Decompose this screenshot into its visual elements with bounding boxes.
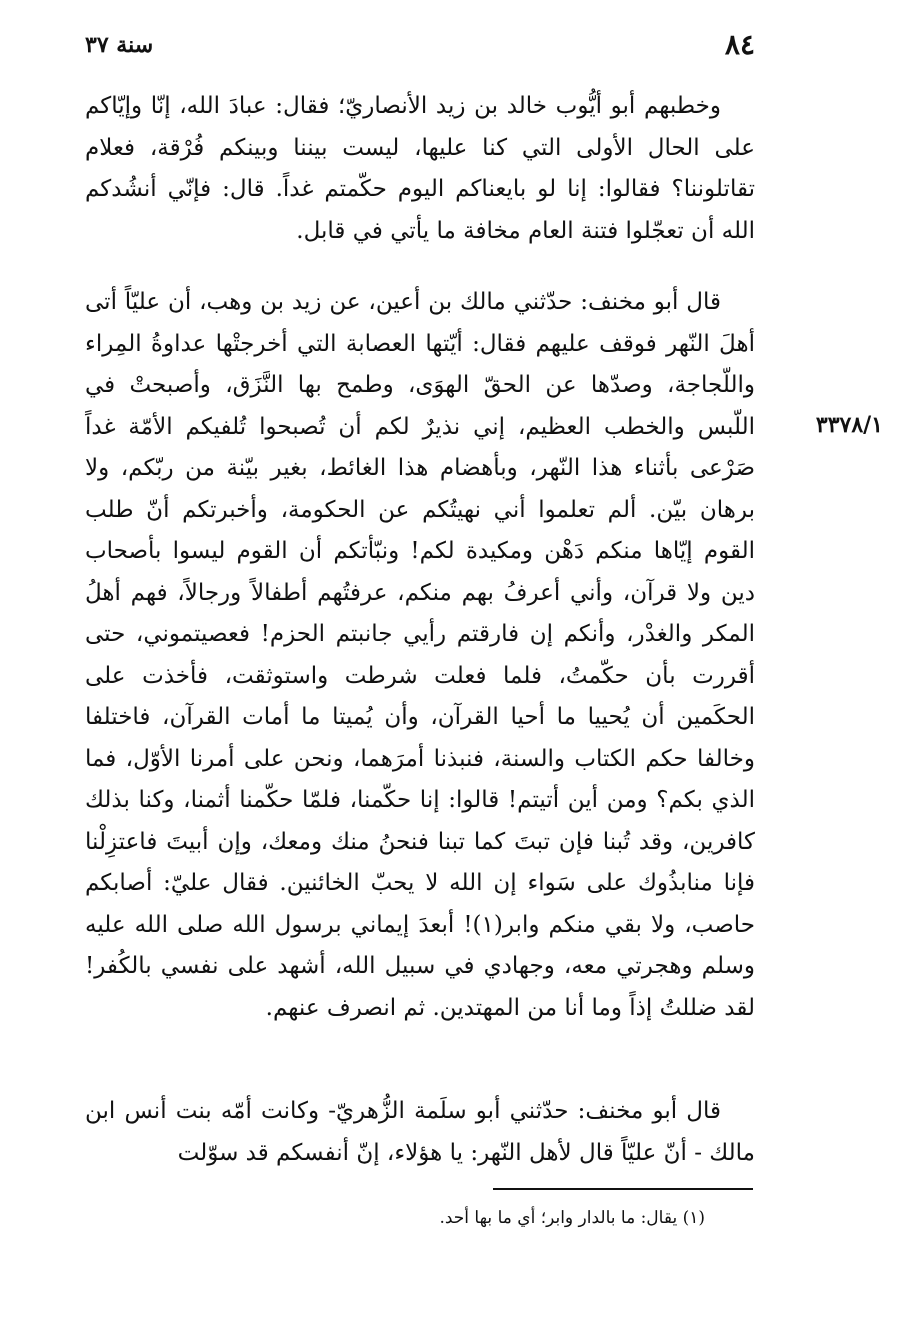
paragraph-1-text: وخطبهم أبو أيُّوب خالد بن زيد الأنصاريّ؛ فقال: عبادَ الله، إنّا وإيّاكم على الحال الأولى التي كنا عليها، ليست بيننا وبينكم فُرْقة، فعلام تقاتلوننا؟ فقالوا: إنا لو بايعناكم اليوم حكّمتم غداً. قال: فإنّي أنشُدكم الله أن تعجّلوا فتنة العام مخافة ما يأتي في قابل.	[85, 93, 755, 244]
footnote-divider	[493, 1188, 753, 1190]
margin-reference: ٣٣٧٨/١	[815, 412, 883, 438]
paragraph-2	[85, 282, 755, 1029]
paragraph-1	[85, 86, 755, 252]
paragraph-2-text: قال أبو مخنف: حدّثني مالك بن أعين، عن زيد بن وهب، أن عليّاً أتى أهلَ النّهر فوقف عليهم فقال: أيّتها العصابة التي أخرجتْها عداوةُ المِراء واللّجاجة، وصدّها عن الحقّ الهوَى، وطمح بها النَّزَق، وأصبحتْ في اللّبس والخطب العظيم، إني نذيرٌ لكم أن تُصبحوا تُلفيكم الأمّة غداً صَرْعى بأثناء هذا النّهر، وبأهضام هذا الغائط، بغير بيّنة من ربّكم، ولا برهان بيّن. ألم تعلموا أني نهيتُكم عن الحكومة، وأخبرتكم أنّ طلب القوم إيّاها منكم دَهْن ومكيدة لكم! ونبّأتكم أن القوم ليسوا بأصحاب دين ولا قرآن، وأني أعرفُ بهم منكم، عرفتُهم أطفالاً ورجالاً، فهم أهلُ المكر والغدْر، وأنكم إن فارقتم رأيي جانبتم الحزم! فعصيتموني، حتى أقررت بأن حكّمتُ، فلما فعلت شرطت واستوثقت، فأخذت على الحكَمين أن يُحييا ما أحيا القرآن، وأن يُميتا ما أمات القرآن، فاختلفا وخالفا حكم الكتاب والسنة، فنبذنا أمرَهما، ونحن على أمرنا الأوّل، فما الذي بكم؟ ومن أين أتيتم! قالوا: إنا حكّمنا، فلمّا حكّمنا أثمنا، وكنا بذلك كافرين، وقد تُبنا فإن تبتَ كما تبنا فنحنُ منك ومعك، وإن أبيتَ فاعتزِلْنا فإنا منابذُوك على سَواء إن الله لا يحبّ الخائنين. فقال عليّ: أصابكم حاصب، ولا بقي منكم وابر(١)! أبعدَ إيماني برسول الله صلى الله عليه وسلم وهجرتي معه، وجهادي في سبيل الله، أشهد على نفسي بالكُفر! لقد ضللتُ إذاً وما أنا من المهتدين. ثم انصرف عنهم.	[85, 289, 755, 1021]
page-header	[85, 28, 755, 68]
paragraph-3-text: قال أبو مخنف: حدّثني أبو سلَمة الزُّهريّ- وكانت أمّه بنت أنس ابن مالك - أنّ عليّاً قال لأهل النّهر: يا هؤلاء، إنّ أنفسكم قد سوّلت	[85, 1098, 755, 1166]
paragraph-3	[85, 1091, 755, 1174]
footnote: (١) يقال: ما بالدار وابر؛ أي ما بها أحد.	[439, 1208, 705, 1228]
page-number: ٨٤	[724, 28, 755, 61]
year-label: سنة ٣٧	[85, 32, 154, 58]
